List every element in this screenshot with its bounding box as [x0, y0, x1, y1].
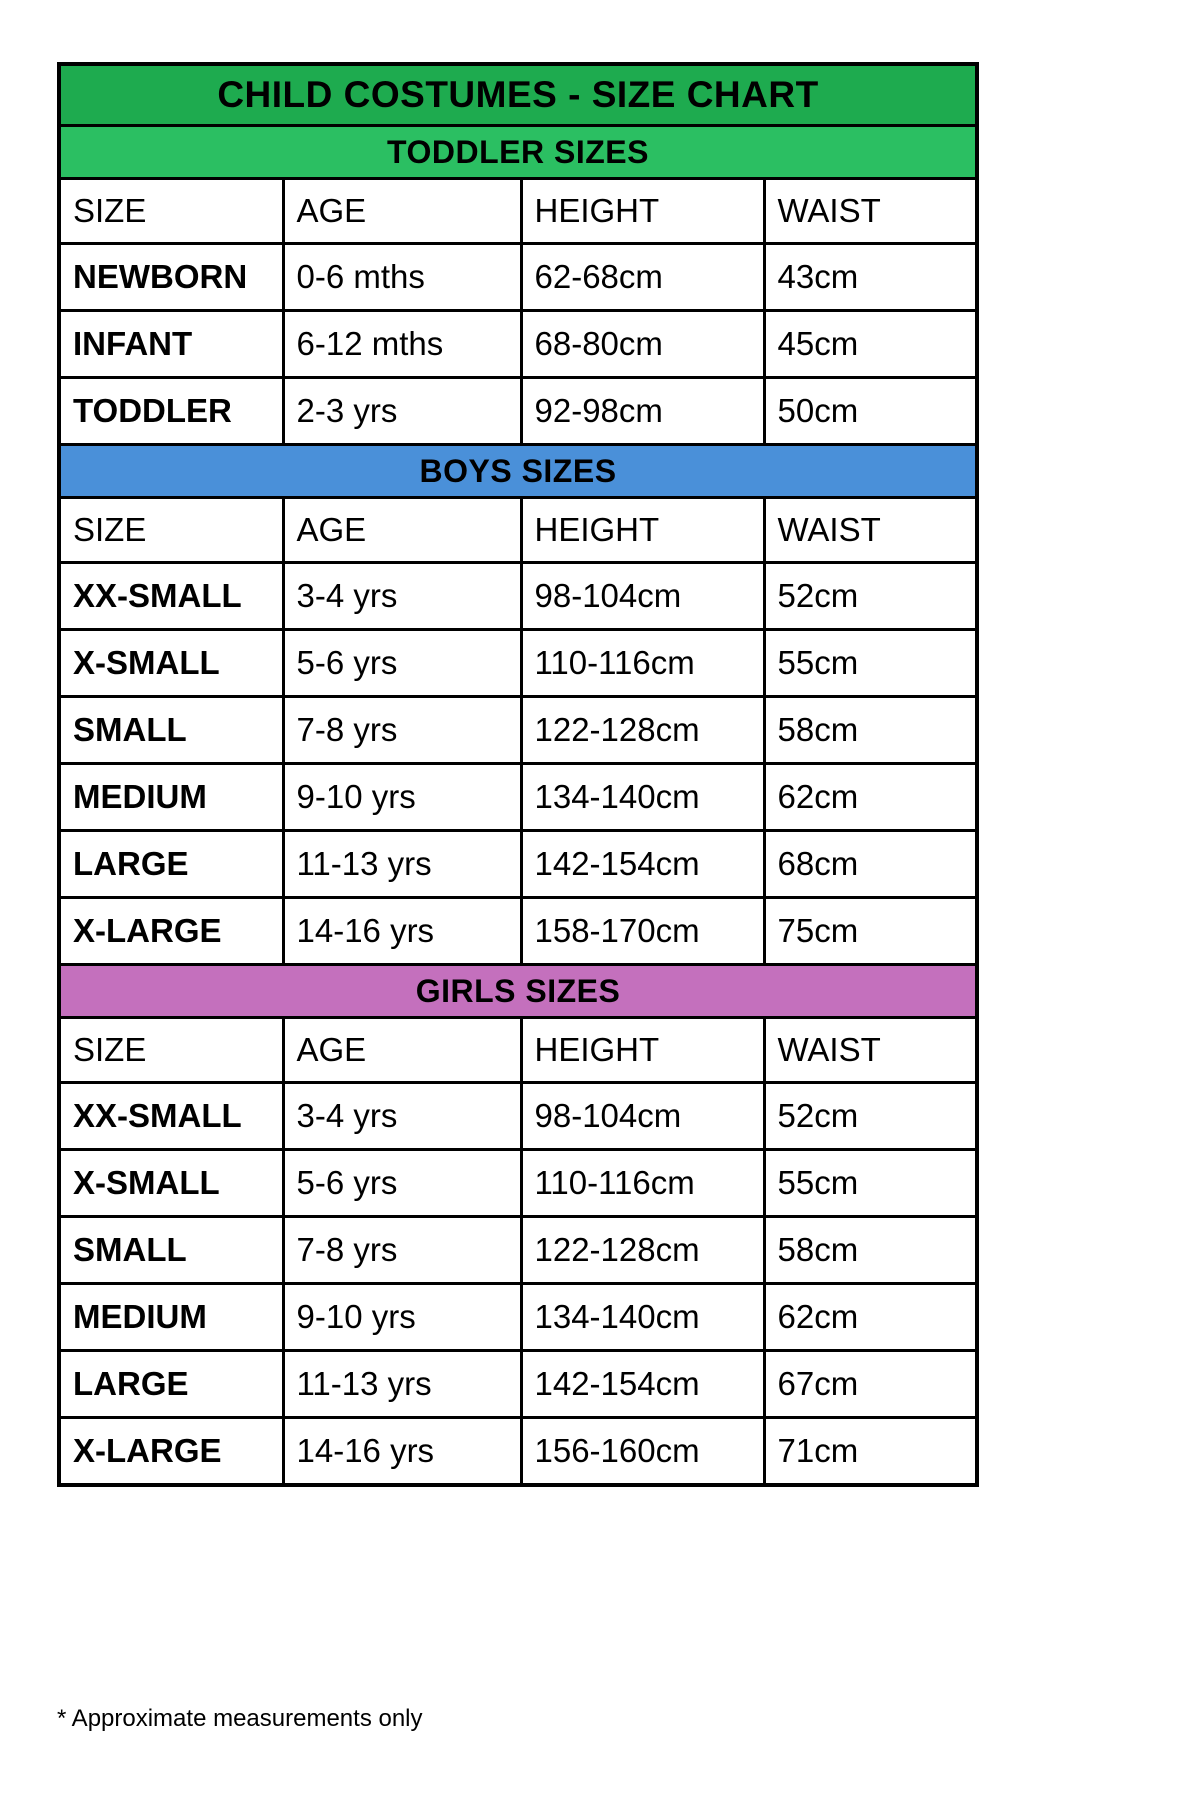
- cell-size: X-SMALL: [59, 1150, 283, 1217]
- table-header-row-toddler: [59, 179, 977, 244]
- cell-waist: 50cm: [764, 378, 977, 445]
- cell-waist: 62cm: [764, 764, 977, 831]
- cell-height: 156-160cm: [521, 1418, 764, 1486]
- cell-age: 0-6 mths: [283, 244, 521, 311]
- cell-size: TODDLER: [59, 378, 283, 445]
- column-header-size: SIZE: [59, 1018, 283, 1083]
- cell-age: 3-4 yrs: [283, 563, 521, 630]
- cell-height: 142-154cm: [521, 831, 764, 898]
- cell-age: 7-8 yrs: [283, 1217, 521, 1284]
- section-heading-boys: BOYS SIZES: [59, 445, 977, 498]
- cell-height: 92-98cm: [521, 378, 764, 445]
- cell-height: 110-116cm: [521, 1150, 764, 1217]
- cell-waist: 62cm: [764, 1284, 977, 1351]
- cell-height: 98-104cm: [521, 563, 764, 630]
- table-row: [59, 378, 977, 445]
- cell-age: 11-13 yrs: [283, 831, 521, 898]
- cell-waist: 55cm: [764, 630, 977, 697]
- cell-age: 6-12 mths: [283, 311, 521, 378]
- cell-height: 110-116cm: [521, 630, 764, 697]
- cell-size: LARGE: [59, 1351, 283, 1418]
- table-row: [59, 764, 977, 831]
- section-heading-toddler: TODDLER SIZES: [59, 126, 977, 179]
- cell-height: 122-128cm: [521, 1217, 764, 1284]
- cell-size: SMALL: [59, 1217, 283, 1284]
- table-row: [59, 831, 977, 898]
- table-row: [59, 1284, 977, 1351]
- table-row: [59, 311, 977, 378]
- cell-waist: 52cm: [764, 1083, 977, 1150]
- cell-height: 158-170cm: [521, 898, 764, 965]
- column-header-age: AGE: [283, 1018, 521, 1083]
- cell-waist: 55cm: [764, 1150, 977, 1217]
- section-heading-row-boys: [59, 445, 977, 498]
- section-heading-row-toddler: [59, 126, 977, 179]
- cell-size: X-LARGE: [59, 1418, 283, 1486]
- column-header-height: HEIGHT: [521, 1018, 764, 1083]
- table-row: [59, 898, 977, 965]
- cell-waist: 71cm: [764, 1418, 977, 1486]
- table-row: [59, 697, 977, 764]
- cell-age: 7-8 yrs: [283, 697, 521, 764]
- cell-size: SMALL: [59, 697, 283, 764]
- cell-size: X-SMALL: [59, 630, 283, 697]
- cell-age: 2-3 yrs: [283, 378, 521, 445]
- section-heading-girls: GIRLS SIZES: [59, 965, 977, 1018]
- cell-size: X-LARGE: [59, 898, 283, 965]
- chart-title-row: [59, 64, 977, 126]
- size-chart-table: [57, 62, 979, 1487]
- cell-age: 14-16 yrs: [283, 1418, 521, 1486]
- table-row: [59, 630, 977, 697]
- cell-height: 134-140cm: [521, 764, 764, 831]
- column-header-waist: WAIST: [764, 498, 977, 563]
- cell-height: 142-154cm: [521, 1351, 764, 1418]
- cell-waist: 43cm: [764, 244, 977, 311]
- cell-waist: 45cm: [764, 311, 977, 378]
- cell-size: MEDIUM: [59, 764, 283, 831]
- cell-waist: 68cm: [764, 831, 977, 898]
- cell-age: 11-13 yrs: [283, 1351, 521, 1418]
- table-row: [59, 1083, 977, 1150]
- page-title: CHILD COSTUMES - SIZE CHART: [59, 64, 977, 126]
- size-chart: [57, 62, 975, 1487]
- cell-size: NEWBORN: [59, 244, 283, 311]
- table-row: [59, 1217, 977, 1284]
- cell-height: 68-80cm: [521, 311, 764, 378]
- cell-age: 5-6 yrs: [283, 1150, 521, 1217]
- cell-waist: 58cm: [764, 1217, 977, 1284]
- table-row: [59, 244, 977, 311]
- cell-age: 9-10 yrs: [283, 1284, 521, 1351]
- cell-waist: 75cm: [764, 898, 977, 965]
- table-header-row-boys: [59, 498, 977, 563]
- table-row: [59, 1150, 977, 1217]
- cell-height: 134-140cm: [521, 1284, 764, 1351]
- cell-height: 62-68cm: [521, 244, 764, 311]
- column-header-size: SIZE: [59, 498, 283, 563]
- column-header-height: HEIGHT: [521, 179, 764, 244]
- section-heading-row-girls: [59, 965, 977, 1018]
- cell-height: 98-104cm: [521, 1083, 764, 1150]
- column-header-waist: WAIST: [764, 1018, 977, 1083]
- cell-size: XX-SMALL: [59, 1083, 283, 1150]
- column-header-age: AGE: [283, 179, 521, 244]
- column-header-height: HEIGHT: [521, 498, 764, 563]
- cell-size: XX-SMALL: [59, 563, 283, 630]
- cell-age: 14-16 yrs: [283, 898, 521, 965]
- cell-size: MEDIUM: [59, 1284, 283, 1351]
- cell-waist: 52cm: [764, 563, 977, 630]
- cell-waist: 67cm: [764, 1351, 977, 1418]
- cell-age: 9-10 yrs: [283, 764, 521, 831]
- table-header-row-girls: [59, 1018, 977, 1083]
- cell-size: LARGE: [59, 831, 283, 898]
- column-header-size: SIZE: [59, 179, 283, 244]
- table-row: [59, 563, 977, 630]
- table-row: [59, 1418, 977, 1486]
- footnote: * Approximate measurements only: [57, 1705, 423, 1732]
- table-row: [59, 1351, 977, 1418]
- cell-age: 5-6 yrs: [283, 630, 521, 697]
- cell-age: 3-4 yrs: [283, 1083, 521, 1150]
- column-header-age: AGE: [283, 498, 521, 563]
- cell-waist: 58cm: [764, 697, 977, 764]
- cell-height: 122-128cm: [521, 697, 764, 764]
- column-header-waist: WAIST: [764, 179, 977, 244]
- cell-size: INFANT: [59, 311, 283, 378]
